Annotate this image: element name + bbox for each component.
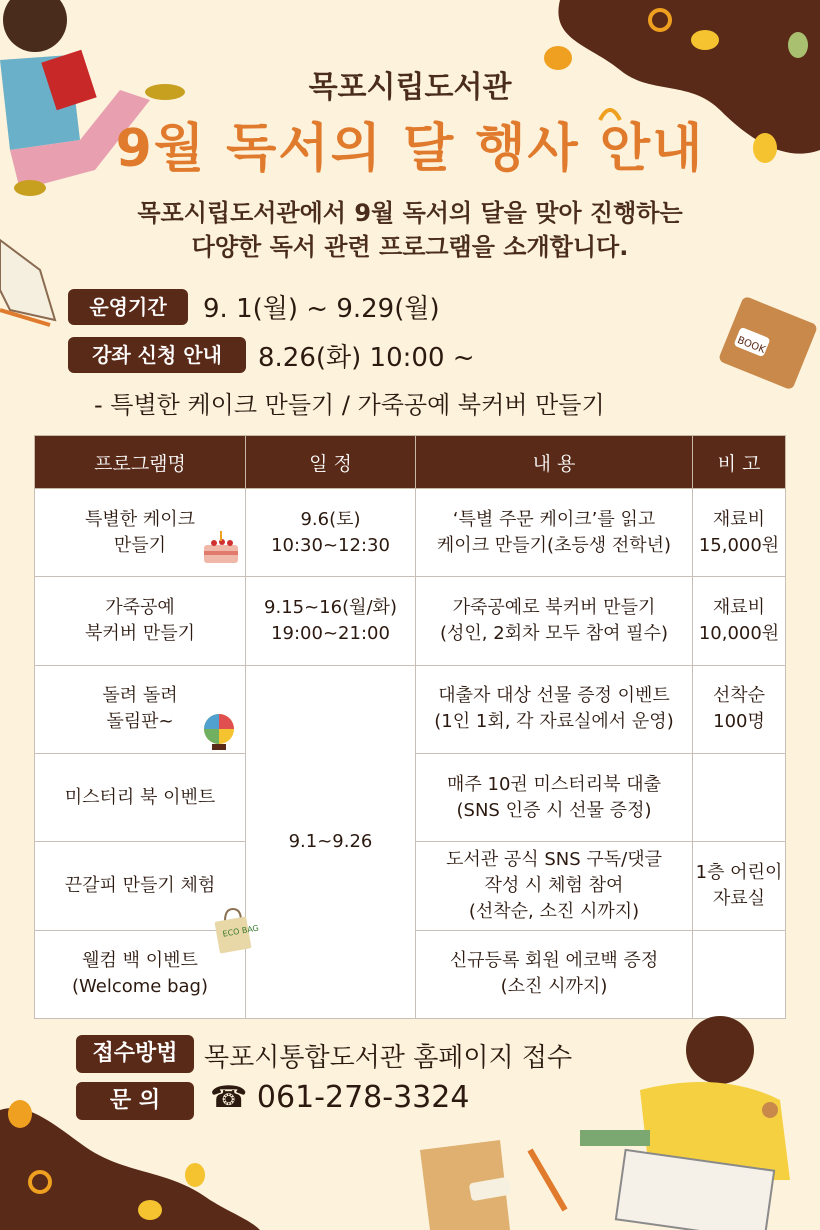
note-cell: 1층 어린이 자료실 — [693, 842, 786, 930]
library-name: 목포시립도서관 — [308, 70, 512, 105]
program-cell: 가죽공예 북커버 만들기 — [35, 577, 246, 665]
note-cell — [693, 930, 786, 1018]
intro-line-2: 다양한 독서 관련 프로그램을 소개합니다. — [191, 233, 629, 261]
shared-schedule-cell: 9.1~9.26 — [246, 665, 416, 1018]
content-cell: 매주 10권 미스터리북 대출 (SNS 인증 시 선물 증정) — [416, 754, 693, 842]
program-cell: 돌려 돌려 돌림판~ — [35, 665, 246, 753]
method-value: 목포시통합도서관 홈페이지 접수 — [204, 1043, 573, 1073]
contact-value: ☎ 061-278-3324 — [210, 1080, 470, 1115]
period-value: 9. 1(월) ~ 9.29(월) — [203, 294, 440, 324]
intro-text — [0, 196, 820, 264]
roulette-wheel-icon — [200, 712, 238, 752]
eco-bag-icon — [213, 905, 260, 955]
course-apply-detail: - 특별한 케이크 만들기 / 가죽공예 북커버 만들기 — [94, 391, 605, 419]
content-cell: 대출자 대상 선물 증정 이벤트 (1인 1회, 각 자료실에서 운영) — [416, 665, 693, 753]
content-cell: 신규등록 회원 에코백 증정 (소진 시까지) — [416, 930, 693, 1018]
header-note: 비 고 — [693, 436, 786, 489]
cake-icon — [200, 525, 242, 567]
program-table — [34, 435, 786, 1019]
content-cell: ‘특별 주문 케이크’를 읽고 케이크 만들기(초등생 전학년) — [416, 489, 693, 577]
program-cell: 특별한 케이크 만들기 — [35, 489, 246, 577]
content-cell: 도서관 공식 SNS 구독/댓글 작성 시 체험 참여 (선착순, 소진 시까지) — [416, 842, 693, 930]
note-cell: 재료비 10,000원 — [693, 577, 786, 665]
table-header-row — [35, 436, 786, 489]
content-cell: 가죽공예로 북커버 만들기 (성인, 2회차 모두 참여 필수) — [416, 577, 693, 665]
schedule-cell: 9.6(토) 10:30~12:30 — [246, 489, 416, 577]
eco-bag-text: ECO BAG — [221, 923, 260, 939]
header-schedule: 일 정 — [246, 436, 416, 489]
note-cell — [693, 754, 786, 842]
table-row — [35, 489, 786, 577]
course-apply-label: 강좌 신청 안내 — [68, 337, 246, 373]
book-tag-illustration — [718, 298, 818, 390]
reading-boy-illustration — [580, 1010, 820, 1230]
intro-line-1: 목포시립도서관에서 9월 독서의 달을 맞아 진행하는 — [137, 199, 683, 227]
bottom-book-illustration — [400, 1140, 580, 1230]
table-row — [35, 665, 786, 753]
period-label: 운영기간 — [68, 289, 188, 325]
header-program: 프로그램명 — [35, 436, 246, 489]
note-cell: 선착순 100명 — [693, 665, 786, 753]
note-cell: 재료비 15,000원 — [693, 489, 786, 577]
table-row — [35, 577, 786, 665]
bottom-left-chocolate-decoration — [0, 1090, 260, 1230]
book-tag-text: BOOK — [735, 334, 767, 356]
method-label: 접수방법 — [76, 1035, 194, 1073]
header-content: 내 용 — [416, 436, 693, 489]
program-cell: 끈갈피 만들기 체험 — [35, 842, 246, 930]
contact-label: 문 의 — [76, 1082, 194, 1120]
course-apply-value: 8.26(화) 10:00 ~ — [258, 343, 475, 373]
schedule-cell: 9.15~16(월/화) 19:00~21:00 — [246, 577, 416, 665]
program-cell: 미스터리 북 이벤트 — [35, 754, 246, 842]
program-cell: 웰컴 백 이벤트 (Welcome bag) ECO BAG — [35, 930, 246, 1018]
page-title: 9월 독서의 달 행사 안내 — [115, 119, 705, 179]
